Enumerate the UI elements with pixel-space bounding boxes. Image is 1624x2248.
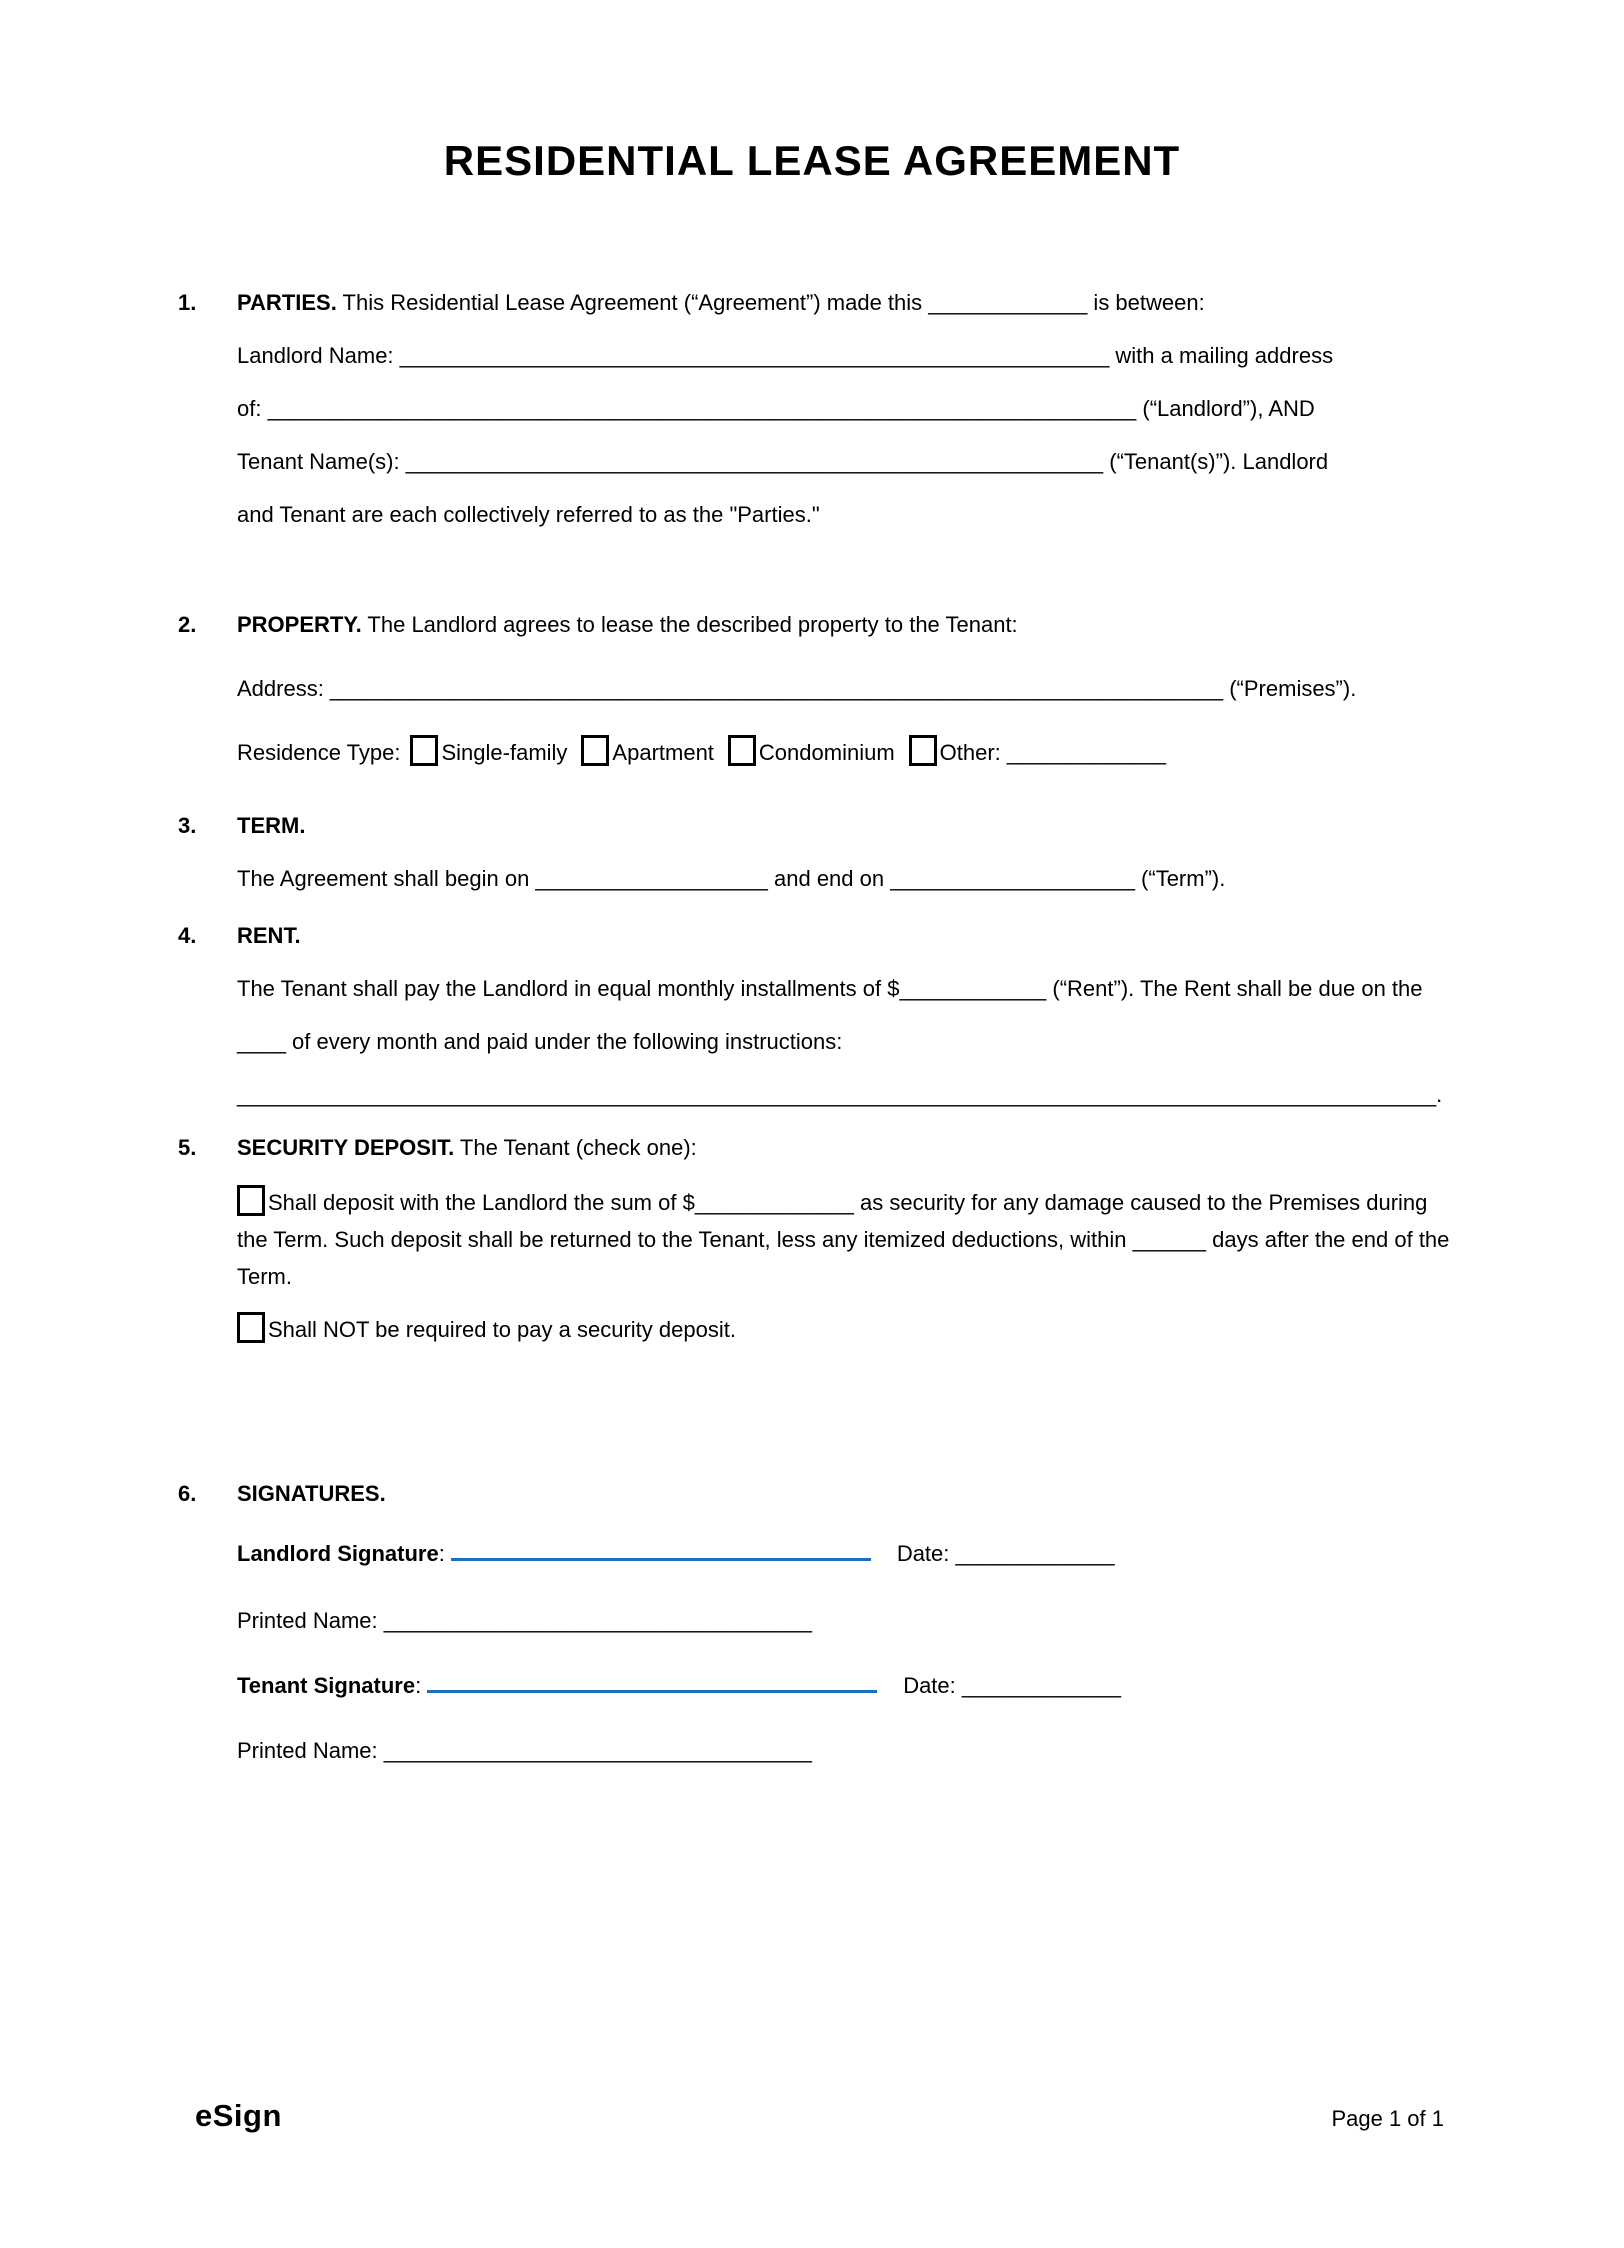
condominium-label: Condominium	[758, 740, 895, 765]
security-deposit-heading: SECURITY DEPOSIT.	[237, 1135, 455, 1160]
property-address-line: Address: _________________________________________________________________________ (“Premises”).	[237, 676, 1357, 701]
property-intro-line	[237, 598, 1452, 651]
landlord-name-line: Landlord Name: __________________________________________________________ with a mailing address	[237, 343, 1334, 368]
section-rent	[0, 909, 1624, 1121]
page-footer	[0, 2098, 1624, 2134]
parties-heading: PARTIES.	[237, 290, 337, 315]
landlord-date-field: Date: _____________	[896, 1541, 1115, 1566]
rent-heading: RENT.	[237, 923, 301, 948]
signatures-heading: SIGNATURES.	[237, 1481, 386, 1506]
security-deposit-intro-line	[237, 1121, 1452, 1174]
deposit-not-required-checkbox[interactable]	[237, 1312, 265, 1343]
label-colon: :	[415, 1673, 422, 1698]
security-deposit-intro-text: The Tenant (check one):	[459, 1135, 697, 1160]
residence-option-other	[909, 740, 1166, 765]
term-heading: TERM.	[237, 813, 306, 838]
residence-type-line	[237, 726, 1452, 779]
landlord-signature-line[interactable]	[451, 1538, 871, 1561]
residence-type-label: Residence Type:	[237, 740, 401, 765]
page-number-indicator: Page 1 of 1	[1331, 2106, 1444, 2131]
apartment-checkbox[interactable]	[581, 735, 609, 766]
other-checkbox[interactable]	[909, 735, 937, 766]
tenant-signature-row	[237, 1659, 1452, 1712]
landlord-signature-label: Landlord Signature	[237, 1541, 439, 1566]
property-intro-text: The Landlord agrees to lease the described property to the Tenant:	[367, 612, 1018, 637]
section-number: 5.	[178, 1135, 197, 1160]
tenant-printed-name-row: Printed Name: ___________________________________	[237, 1738, 812, 1763]
condominium-checkbox[interactable]	[728, 735, 756, 766]
term-body-line: The Agreement shall begin on ___________________ and end on ____________________ (“Term”).	[237, 866, 1226, 891]
rent-body-line: The Tenant shall pay the Landlord in equal monthly installments of $____________ (“Rent”). The Rent shall be due on the ____ of every month and paid under the following instructions:	[237, 976, 1423, 1054]
tenant-date-field: Date: _____________	[903, 1673, 1121, 1698]
label-colon: :	[438, 1541, 445, 1566]
landlord-printed-name-row: Printed Name: ___________________________________	[237, 1608, 812, 1633]
section-number: 1.	[178, 290, 197, 315]
section-signatures	[0, 1467, 1624, 1777]
deposit-option-2-text: Shall NOT be required to pay a security deposit.	[268, 1317, 736, 1342]
deposit-option-2	[237, 1311, 1452, 1348]
section-number: 4.	[178, 923, 197, 948]
deposit-required-checkbox[interactable]	[237, 1185, 265, 1216]
rent-instructions-blank-line: __________________________________________________________________________________________________.	[237, 1082, 1443, 1107]
single-family-label: Single-family	[441, 740, 568, 765]
deposit-option-1-text: Shall deposit with the Landlord the sum of $_____________ as security for any damage caused to the Premises during the Term. Such deposit shall be returned to the Tenant, less any itemized deductions, within ______ days after the end of the Term.	[237, 1190, 1450, 1289]
single-family-checkbox[interactable]	[410, 735, 438, 766]
page-title: RESIDENTIAL LEASE AGREEMENT	[443, 137, 1181, 184]
tenant-name-line: Tenant Name(s): _________________________________________________________ (“Tenant(s)”). Landlord	[237, 449, 1329, 474]
other-label: Other: _____________	[939, 740, 1166, 765]
tenant-signature-label: Tenant Signature	[237, 1673, 416, 1698]
parties-intro-text: This Residential Lease Agreement (“Agreement”) made this _____________ is between:	[342, 290, 1205, 315]
term-heading-line	[237, 799, 1452, 852]
section-parties	[0, 276, 1624, 541]
section-term	[0, 799, 1624, 905]
signatures-heading-line	[237, 1467, 1452, 1520]
section-property	[0, 598, 1624, 779]
section-number: 6.	[178, 1481, 197, 1506]
rent-heading-line	[237, 909, 1452, 962]
section-number: 2.	[178, 612, 197, 637]
parties-closing-line: and Tenant are each collectively referred to as the "Parties."	[237, 502, 820, 527]
landlord-signature-row	[237, 1527, 1452, 1580]
parties-intro-line	[237, 276, 1452, 329]
esign-logo: eSign	[195, 2098, 282, 2133]
residence-option-apartment	[581, 740, 714, 765]
residence-option-condominium	[728, 740, 895, 765]
landlord-mailing-line: of: _______________________________________________________________________ (“Landlord”), AND	[237, 396, 1315, 421]
property-heading: PROPERTY.	[237, 612, 362, 637]
apartment-label: Apartment	[612, 740, 714, 765]
residence-option-single-family	[410, 740, 567, 765]
tenant-signature-line[interactable]	[427, 1670, 877, 1693]
section-number: 3.	[178, 813, 197, 838]
deposit-option-1	[237, 1184, 1452, 1295]
section-security-deposit	[0, 1121, 1624, 1348]
